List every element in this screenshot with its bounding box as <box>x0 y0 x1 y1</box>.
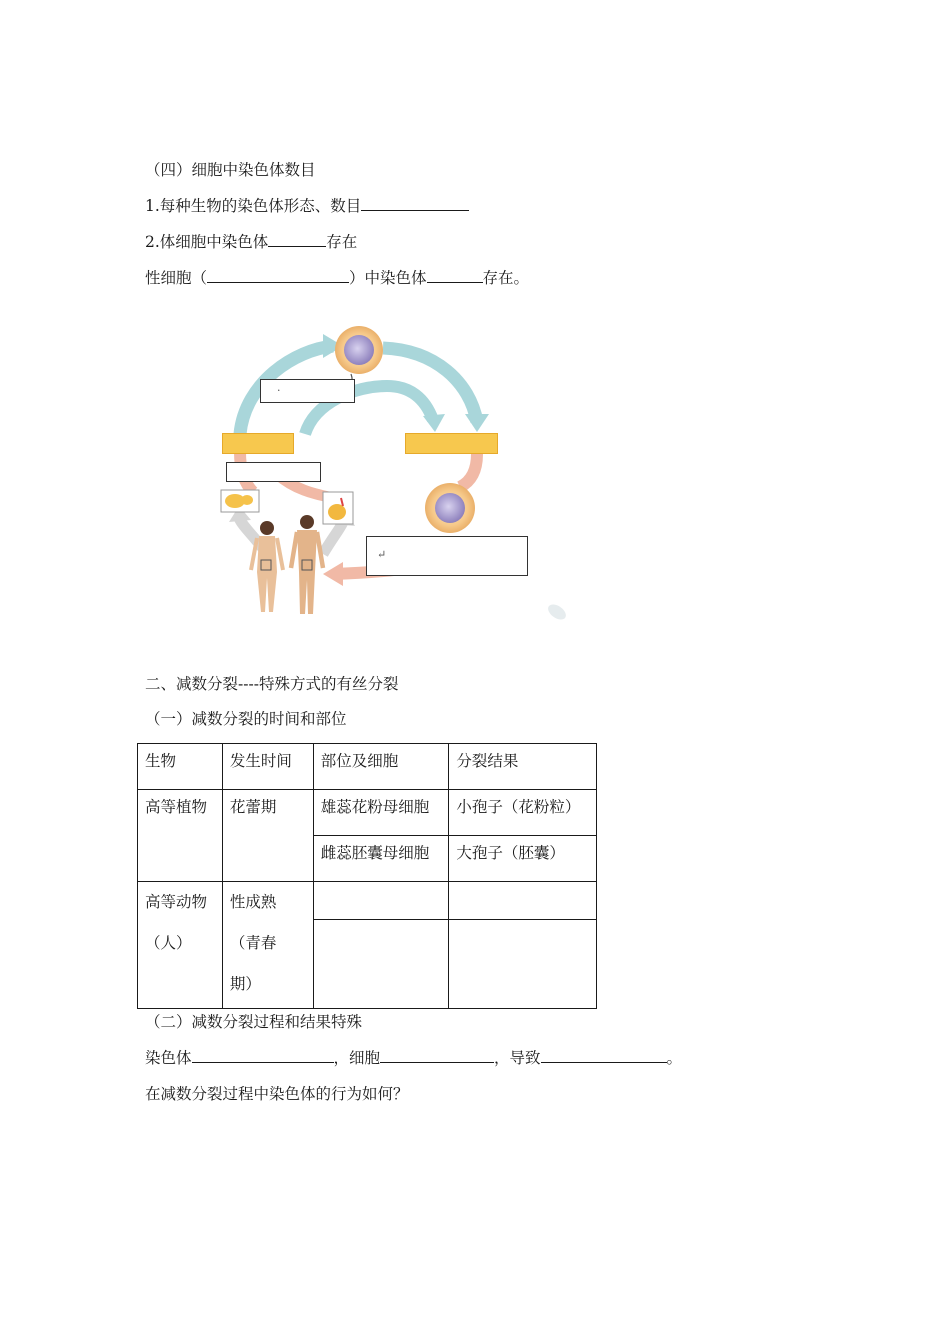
blank-field[interactable] <box>541 1048 667 1063</box>
header-organism: 生物 <box>138 744 223 790</box>
male-figure <box>291 515 323 614</box>
cell-animal-result1-empty[interactable] <box>449 882 597 920</box>
question-2 <box>145 232 357 252</box>
cell-animal-time <box>222 882 313 1009</box>
header-result: 分裂结果 <box>449 744 597 790</box>
blank-field[interactable] <box>192 1048 334 1063</box>
zygote-nucleus <box>344 335 374 365</box>
cell-plant-time: 花蕾期 <box>222 790 313 882</box>
question-3-tail: 存在。 <box>482 269 530 287</box>
question-2-text: 2.体细胞中染色体 <box>145 233 269 251</box>
smudge <box>545 601 568 622</box>
question-behavior: 在减数分裂过程中染色体的行为如何？ <box>145 1085 409 1103</box>
blank-field[interactable] <box>380 1048 494 1063</box>
section4-title: （四）细胞中染色体数目 <box>145 161 316 179</box>
label-box-top[interactable] <box>260 379 355 403</box>
fill-end-text: 。 <box>666 1049 683 1067</box>
label-box-yellow-right[interactable] <box>405 433 498 454</box>
life-cycle-diagram <box>215 322 575 622</box>
blank-field[interactable] <box>268 232 326 247</box>
fill-in-sentence <box>145 1048 682 1068</box>
cell-animal-site2-empty[interactable] <box>313 920 449 1009</box>
table-row <box>138 790 597 836</box>
cell-animal-time-line2: （青春 <box>229 934 277 952</box>
question-2-tail: 存在 <box>326 233 358 251</box>
meiosis-table <box>137 743 597 1009</box>
section2-sub2: （二）减数分裂过程和结果特殊 <box>145 1013 363 1031</box>
cell-plant-site1: 雄蕊花粉母细胞 <box>313 790 449 836</box>
table-header-row <box>138 744 597 790</box>
cell-animal-result2-empty[interactable] <box>449 920 597 1009</box>
question-3-head: 性细胞（ <box>145 269 208 287</box>
header-time: 发生时间 <box>222 744 313 790</box>
table-row <box>138 882 597 920</box>
arrow-pink-right <box>460 454 477 487</box>
fill-c-text: ，导致 <box>494 1049 541 1067</box>
question-1 <box>145 196 469 216</box>
fill-b-text: ，细胞 <box>333 1049 381 1067</box>
egg-nucleus <box>435 493 465 523</box>
cell-animal-site1-empty[interactable] <box>313 882 449 920</box>
cell-animal-organism <box>138 882 223 1009</box>
label-box-left[interactable] <box>226 462 321 482</box>
blank-field[interactable] <box>361 196 469 211</box>
header-site: 部位及细胞 <box>313 744 449 790</box>
section2-title: 二、减数分裂----特殊方式的有丝分裂 <box>145 675 399 693</box>
blank-field[interactable] <box>207 268 349 283</box>
cell-animal-organism-line2: （人） <box>145 934 192 952</box>
cell-animal-time-line3: 期） <box>229 975 261 993</box>
fill-a-text: 染色体 <box>145 1049 192 1067</box>
cell-plant-organism: 高等植物 <box>138 790 223 882</box>
arrow-grey-right <box>323 522 343 554</box>
question-3 <box>145 268 529 288</box>
label-box-top-mark: · <box>277 384 281 397</box>
cell-plant-result2: 大孢子（胚囊） <box>449 836 597 882</box>
section2-sub1: （一）减数分裂的时间和部位 <box>145 710 347 728</box>
label-box-bottom-right[interactable] <box>366 536 528 576</box>
blank-field[interactable] <box>427 268 483 283</box>
return-mark: ↵ <box>377 548 387 561</box>
cell-plant-site2: 雌蕊胚囊母细胞 <box>313 836 449 882</box>
label-box-yellow-left[interactable] <box>222 433 294 454</box>
cell-animal-organism-line1: 高等动物 <box>145 893 208 911</box>
cell-plant-result1: 小孢子（花粉粒） <box>449 790 597 836</box>
question-1-text: 1.每种生物的染色体形态、数目 <box>145 197 362 215</box>
question-3-mid: ）中染色体 <box>349 269 427 287</box>
cell-animal-time-line1: 性成熟 <box>229 893 277 911</box>
